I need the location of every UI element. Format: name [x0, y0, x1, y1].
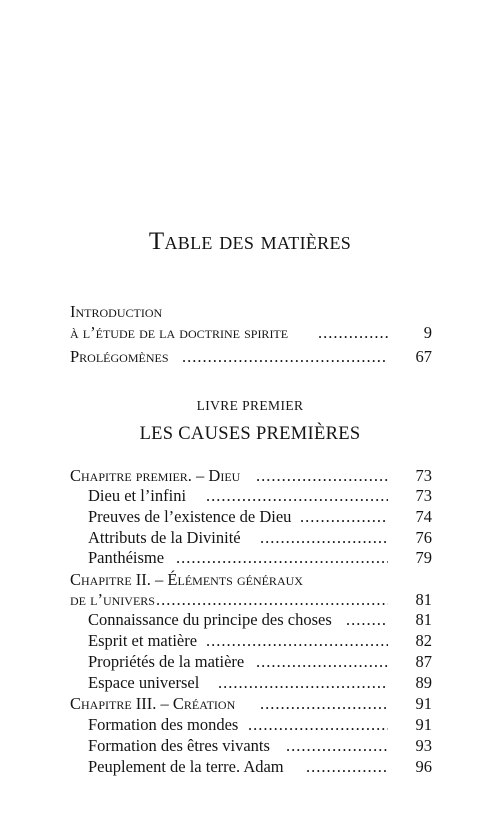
page-number: 76 [415, 528, 432, 547]
toc-entry[interactable] [70, 485, 432, 507]
toc-entry[interactable] [70, 506, 432, 528]
entry-label: Formation des êtres vivants [88, 736, 270, 755]
toc-entry[interactable] [70, 527, 432, 549]
page-number: 79 [415, 548, 432, 567]
dot-leader [256, 651, 388, 673]
entry-label: Attributs de la Divinité [88, 528, 241, 547]
toc-entry-introduction[interactable] [70, 301, 432, 323]
dot-leader [346, 609, 388, 631]
page-number: 81 [415, 610, 432, 629]
entry-label: à l’étude de la doctrine spirite [70, 323, 289, 342]
page-number: 73 [415, 486, 432, 505]
page-number: 82 [415, 631, 432, 650]
entry-label: Preuves de l’existence de Dieu [88, 507, 292, 526]
dot-leader [300, 506, 388, 528]
toc-entry[interactable] [70, 714, 432, 736]
toc-entry[interactable] [70, 672, 432, 694]
page-number: 89 [415, 673, 432, 692]
dot-leader [182, 346, 388, 368]
toc-chapter-2-cont[interactable] [70, 589, 432, 611]
toc-chapter-2[interactable] [70, 569, 432, 591]
page-number: 87 [415, 652, 432, 671]
entry-label: Connaissance du principe des choses [88, 610, 332, 629]
toc-entry-prolegomenes[interactable] [70, 346, 432, 368]
page-number: 96 [415, 757, 432, 776]
entry-label: Espace universel [88, 673, 200, 692]
page-number: 67 [415, 347, 432, 366]
dot-leader [286, 735, 388, 757]
dot-leader [176, 547, 388, 569]
dot-leader [318, 322, 388, 344]
entry-label: Formation des mondes [88, 715, 239, 734]
toc-entry[interactable] [70, 756, 432, 778]
toc-entry[interactable] [70, 630, 432, 652]
page-number: 74 [415, 507, 432, 526]
page-number: 91 [415, 694, 432, 713]
dot-leader [206, 485, 388, 507]
dot-leader [248, 714, 388, 736]
entry-label: Prolégomènes [70, 347, 169, 366]
page-number: 91 [415, 715, 432, 734]
chapter-heading: Chapitre III. – Création [70, 694, 236, 713]
chapter-heading: de l’univers [70, 590, 155, 609]
dot-leader [260, 693, 388, 715]
dot-leader [218, 672, 388, 694]
entry-label: Esprit et matière [88, 631, 198, 650]
dot-leader [156, 589, 388, 611]
book-label: LIVRE PREMIER [196, 398, 304, 413]
entry-label: Propriétés de la matière [88, 652, 245, 671]
page-number: 81 [415, 590, 432, 609]
chapter-heading: Chapitre II. – Éléments généraux [70, 570, 303, 589]
dot-leader [256, 465, 388, 487]
dot-leader [260, 527, 388, 549]
toc-entry[interactable] [70, 651, 432, 673]
toc-chapter-1[interactable] [70, 465, 432, 487]
toc-chapter-3[interactable] [70, 693, 432, 715]
chapter-heading: Chapitre premier. – Dieu [70, 466, 241, 485]
entry-label: Peuplement de la terre. Adam [88, 757, 284, 776]
toc-entry[interactable] [70, 735, 432, 757]
page-number: 73 [415, 466, 432, 485]
book-title: LES CAUSES PREMIÈRES [139, 424, 361, 444]
toc-entry[interactable] [70, 609, 432, 631]
page-title: Table des matières [148, 228, 352, 255]
entry-label: Panthéisme [88, 548, 165, 567]
entry-label: Dieu et l’infini [88, 486, 187, 505]
entry-label: Introduction [70, 302, 163, 321]
page-number: 93 [415, 736, 432, 755]
dot-leader [306, 756, 388, 778]
dot-leader [206, 630, 388, 652]
toc-entry-introduction-cont[interactable] [70, 322, 432, 344]
page-number: 9 [423, 323, 432, 342]
toc-entry[interactable] [70, 547, 432, 569]
